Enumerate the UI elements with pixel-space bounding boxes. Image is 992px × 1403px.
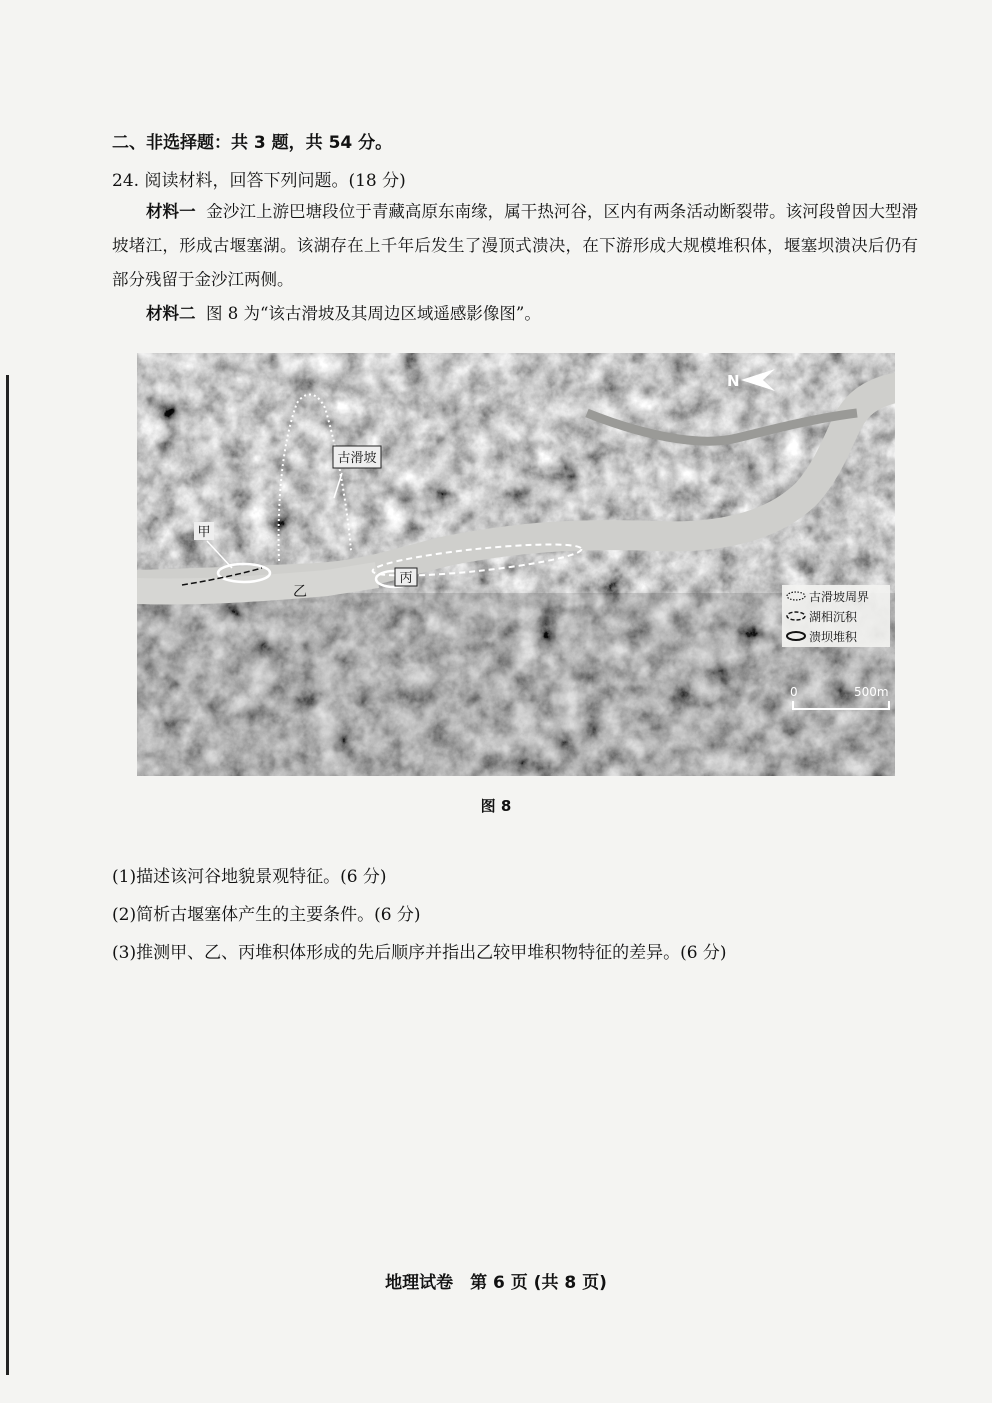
legend-lake-deposit: 湖相沉积 bbox=[809, 610, 858, 624]
material-one-text: 金沙江上游巴塘段位于青藏高原东南缘，属干热河谷，区内有两条活动断裂带。该河段曾因大型滑坡堵江，形成古堰塞湖。该湖存在上千年后发生了漫顶式溃决，在下游形成大规模堆积体，堰塞坝溃决后仍有部分残留于金沙江两侧。 bbox=[112, 202, 919, 289]
material-one-label: 材料一 bbox=[146, 202, 196, 221]
satellite-image-svg bbox=[137, 353, 895, 776]
material-two-label: 材料二 bbox=[146, 304, 196, 323]
question-title: 24. 阅读材料，回答下列问题。(18 分) bbox=[112, 171, 406, 191]
figure-caption: 图 8 bbox=[480, 797, 512, 815]
subquestion-3: (3)推测甲、乙、丙堆积体形成的先后顺序并指出乙较甲堆积物特征的差异。(6 分) bbox=[112, 943, 727, 963]
scale-value-label: 500m bbox=[854, 685, 889, 699]
remote-sensing-image bbox=[137, 353, 895, 776]
binding-margin-line bbox=[6, 375, 9, 1375]
section-heading: 二、非选择题：共 3 题，共 54 分。 bbox=[112, 133, 393, 153]
bing-label: 丙 bbox=[399, 571, 413, 586]
subquestion-1: (1)描述该河谷地貌景观特征。(6 分) bbox=[112, 867, 387, 887]
terrain-shade-south bbox=[137, 593, 895, 776]
jia-label: 甲 bbox=[197, 525, 211, 540]
page-footer: 地理试卷 第 6 页 (共 8 页) bbox=[385, 1273, 607, 1293]
material-one bbox=[112, 195, 918, 297]
legend-landslide-boundary: 古滑坡周界 bbox=[809, 590, 870, 604]
material-two-text: 图 8 为“该古滑坡及其周边区域遥感影像图”。 bbox=[206, 304, 541, 323]
landslide-label: 古滑坡 bbox=[337, 451, 377, 466]
scale-zero-label: 0 bbox=[790, 685, 798, 699]
material-two bbox=[112, 297, 918, 331]
legend-dam-deposit: 溃坝堆积 bbox=[809, 630, 858, 644]
yi-label: 乙 bbox=[293, 584, 307, 600]
subquestion-2: (2)简析古堰塞体产生的主要条件。(6 分) bbox=[112, 905, 421, 925]
north-label: N bbox=[727, 372, 740, 390]
